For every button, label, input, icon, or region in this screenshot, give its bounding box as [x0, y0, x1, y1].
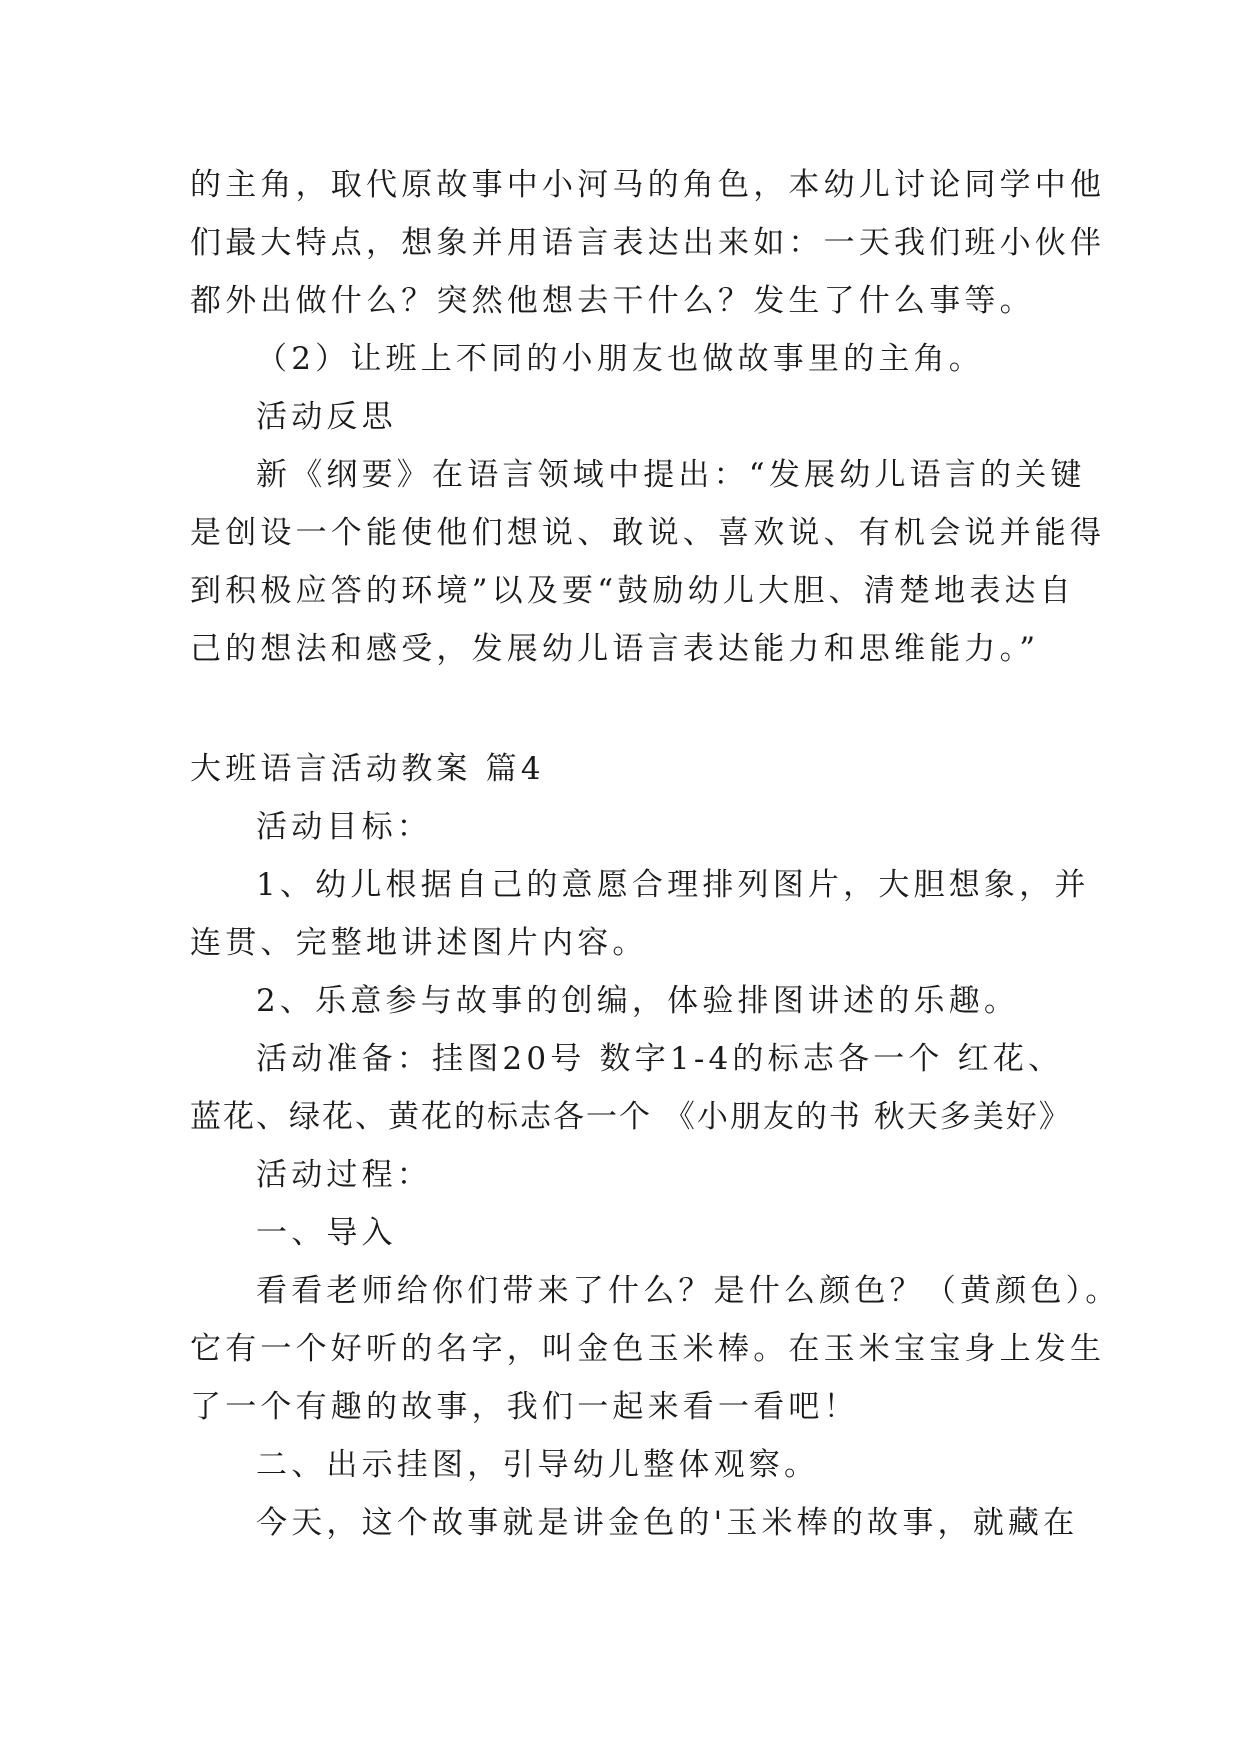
- section-heading: 活动反思: [256, 399, 397, 435]
- text-line: 的主角，取代原故事中小河马的角色，本幼儿讨论同学中他: [190, 167, 1106, 203]
- section-heading: 一、导入: [256, 1215, 397, 1251]
- section-heading: 活动目标：: [256, 809, 432, 845]
- text-line: 蓝花、绿花、黄花的标志各一个 《小朋友的书 秋天多美好》: [190, 1099, 1072, 1135]
- text-line: 了一个有趣的故事，我们一起来看一看吧！: [190, 1389, 859, 1425]
- text-line: 是创设一个能使他们想说、敢说、喜欢说、有机会说并能得: [190, 515, 1106, 551]
- section-heading: 活动过程：: [256, 1157, 432, 1193]
- text-line: 连贯、完整地讲述图片内容。: [190, 925, 648, 961]
- section-heading: 二、出示挂图，引导幼儿整体观察。: [256, 1447, 820, 1483]
- text-line: 己的想法和感受，发展幼儿语言表达能力和思维能力。”: [190, 631, 1040, 667]
- text-line: 们最大特点，想象并用语言表达出来如：一天我们班小伙伴: [190, 225, 1106, 261]
- text-line: 都外出做什么？突然他想去干什么？发生了什么事等。: [190, 283, 1035, 319]
- text-line: 新《纲要》在语言领域中提出：“发展幼儿语言的关键: [256, 457, 1086, 493]
- document-heading: 大班语言活动教案 篇4: [190, 751, 545, 787]
- text-line: 到积极应答的环境”以及要“鼓励幼儿大胆、清楚地表达自: [190, 573, 1075, 609]
- text-line: 今天，这个故事就是讲金色的'玉米棒的故事，就藏在: [256, 1505, 1079, 1541]
- text-line: 1、幼儿根据自己的意愿合理排列图片，大胆想象，并: [256, 867, 1090, 903]
- text-line: 看看老师给你们带来了什么？是什么颜色？（黄颜色）。: [256, 1273, 1121, 1309]
- text-line: （2）让班上不同的小朋友也做故事里的主角。: [256, 341, 984, 377]
- text-line: 2、乐意参与故事的创编，体验排图讲述的乐趣。: [256, 983, 1020, 1019]
- text-line: 它有一个好听的名字，叫金色玉米棒。在玉米宝宝身上发生: [190, 1331, 1106, 1367]
- text-line: 活动准备：挂图20号 数字1-4的标志各一个 红花、: [256, 1041, 1064, 1077]
